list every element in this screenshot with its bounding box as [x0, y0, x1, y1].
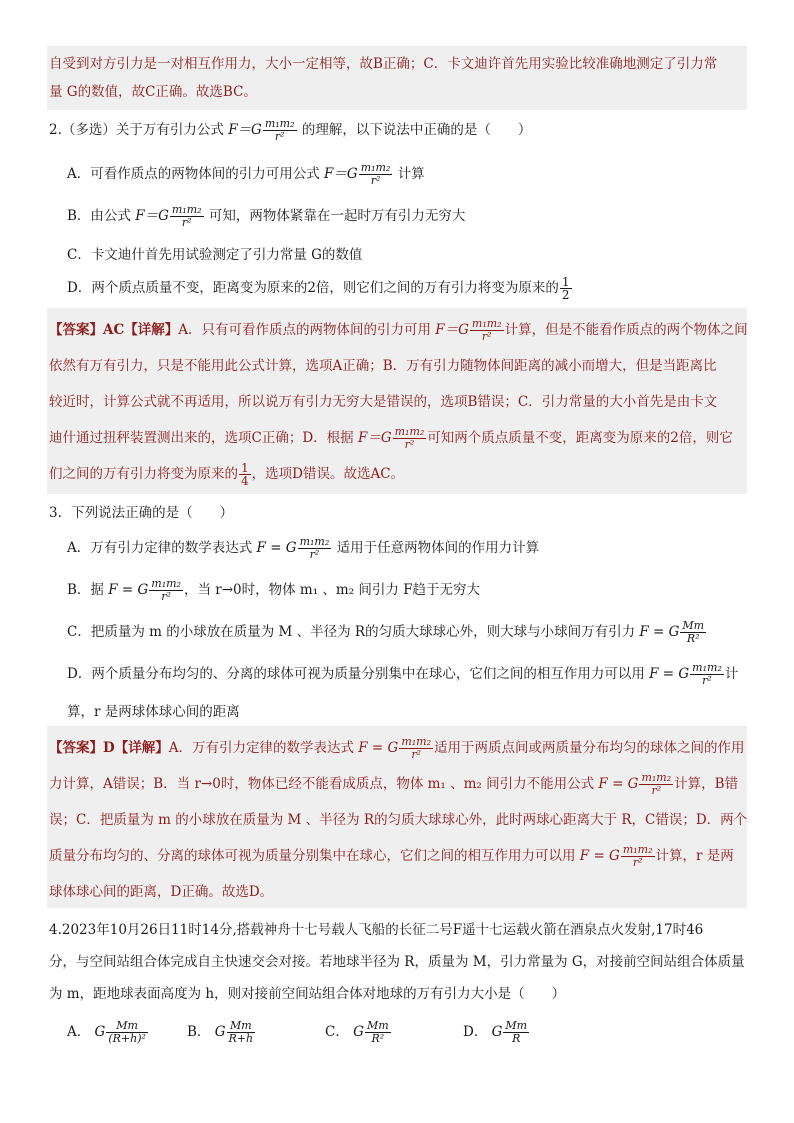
q2-option-d	[67, 276, 573, 301]
formula-lhs: F = G	[358, 740, 399, 756]
numerator: 1	[241, 461, 249, 475]
question-4-line: 4.2023年10月26日11时14分,搭载神舟十七号载人飞船的长征二号F遥十七运载火箭在酒泉点火发射,17时46	[49, 922, 704, 938]
denominator: r²	[181, 216, 192, 229]
answer-line	[49, 838, 745, 874]
numerator: m₁m₂	[171, 203, 202, 216]
numerator: m₁m₂	[641, 771, 672, 784]
formula-fraction	[621, 844, 655, 869]
q3-option-d	[67, 662, 738, 687]
q4-option-a	[67, 1020, 149, 1045]
numerator: m₁m₂	[401, 735, 431, 748]
option-text: B．据	[67, 582, 104, 598]
formula-lhs: F = G	[108, 582, 149, 598]
q2-option-a	[67, 162, 425, 187]
q3-option-b	[67, 578, 480, 603]
formula-lhs: F＝G	[357, 430, 392, 446]
numerator: Mm	[682, 619, 705, 632]
answer-text: 力计算，A错误；B．当 r→0时，物体已经不能看成质点，物体 m₁ 、m₂ 间引力不能用公式	[49, 776, 595, 792]
option-text: 可知，两物体紧靠在一起时万有引力无穷大	[208, 208, 466, 224]
answer-line	[49, 312, 748, 348]
formula-fraction	[359, 162, 393, 187]
q4-option-d	[463, 1020, 530, 1045]
denominator: r²	[481, 330, 492, 343]
formula-lhs: F = G	[579, 848, 620, 864]
option-label: B．	[187, 1024, 211, 1040]
option-text: A．万有引力定律的数学表达式	[67, 540, 253, 556]
denominator: r²	[411, 748, 421, 761]
answer-text: 计算，r 是两	[655, 848, 734, 864]
denominator: r²	[161, 590, 171, 603]
option-text: ，当 r→0时，物体 m₁ 、m₂ 间引力 F趋于无穷大	[183, 582, 481, 598]
formula-fraction	[399, 736, 433, 761]
q3-option-c	[67, 620, 707, 645]
formula-lhs: F = G	[639, 624, 680, 640]
question-4-line: 为 m，距地球表面高度为 h，则对接前空间站组合体对地球的万有引力大小是（ ）	[49, 986, 566, 1002]
denominator: 2	[561, 288, 570, 302]
stem-text: 2.（多选）关于万有引力公式	[49, 122, 224, 138]
answer-text: 计算，B错	[674, 776, 739, 792]
denominator: r²	[370, 174, 381, 187]
numerator: m₁m₂	[692, 661, 722, 674]
option-text: D．两个质点质量不变，距离变为原来的2倍，则它们之间的万有引力将变为原来的	[67, 280, 559, 296]
option-text: 计	[724, 666, 739, 682]
answer-text: ，选项D错误。故选AC。	[251, 466, 405, 482]
option-label: D．	[463, 1024, 488, 1040]
answer-line	[49, 730, 745, 766]
numerator: m₁m₂	[299, 535, 330, 548]
formula-fraction	[690, 662, 724, 687]
option-text: C．卡文迪什首先用试验测定了引力常量 G的数值	[67, 247, 363, 263]
answer-tag: 【答案】D【详解】	[49, 740, 169, 756]
formula-g: G	[353, 1024, 364, 1040]
option-label: C．	[325, 1024, 349, 1040]
denominator: r²	[309, 548, 320, 561]
formula-lhs: F = G	[649, 666, 690, 682]
answer-line: 依然有万有引力，只是不能用此公式计算，选项A正确；B．万有引力随物体间距离的减小而增大，但是当距离比	[49, 358, 717, 374]
q4-option-c	[325, 1020, 392, 1045]
answer-text: A．只有可看作质点的两物体间的引力可用	[178, 322, 431, 338]
numerator: m₁m₂	[471, 317, 502, 330]
answer-block-q1	[47, 46, 747, 110]
denominator: 4	[241, 474, 249, 488]
denominator: (R+h)²	[108, 1032, 146, 1045]
answer-line	[49, 456, 745, 492]
formula-lhs: F＝G	[135, 208, 169, 224]
numerator: m₁m₂	[360, 161, 391, 174]
numerator: m₁m₂	[394, 425, 425, 438]
answer-line: 自受到对方引力是一对相互作用力，大小一定相等，故B正确；C．卡文迪许首先用实验比较准确地测定了引力常	[49, 56, 718, 72]
denominator: r²	[404, 438, 415, 451]
answer-text: 迪什通过扭秤装置测出来的，选项C正确；D．根据	[49, 430, 354, 446]
answer-line: 较近时，计算公式就不再适用，所以说万有引力无穷大是错误的，选项B错误；C．引力常量的大小首先是由卡文	[49, 394, 718, 410]
denominator: R²	[686, 632, 700, 645]
answer-text: 质量分布均匀的、分离的球体可视为质量分别集中在球心，它们之间的相互作用力可以用	[49, 848, 576, 864]
option-text: 计算	[397, 166, 425, 182]
formula-fraction	[298, 536, 332, 561]
numerator: Mm	[505, 1019, 528, 1032]
option-text: 适用于任意两物体间的作用力计算	[336, 540, 540, 556]
q2-option-b	[67, 204, 465, 229]
numerator: m₁m₂	[264, 117, 295, 130]
formula-fraction	[639, 772, 673, 797]
formula-fraction	[365, 1020, 391, 1045]
formula-fraction	[149, 578, 183, 603]
answer-text: A．万有引力定律的数学表达式	[168, 740, 354, 756]
answer-block-q3	[47, 726, 747, 908]
denominator: r²	[632, 856, 643, 869]
numerator: Mm	[366, 1019, 389, 1032]
answer-text: 计算，但是不能看作质点的两个物体之间	[504, 322, 748, 338]
denominator: R	[512, 1032, 521, 1045]
numerator: m₁m₂	[622, 843, 653, 856]
q4-option-b	[187, 1020, 256, 1045]
question-3-stem: 3．下列说法正确的是（ ）	[49, 505, 234, 521]
fraction-quarter	[239, 462, 251, 487]
question-2-stem	[49, 118, 531, 143]
formula-lhs: F = G	[256, 540, 297, 556]
answer-text: 适用于两质点间或两质量分布均匀的球体之间的作用	[434, 740, 745, 756]
formula-g: G	[214, 1024, 226, 1040]
fraction-half	[560, 276, 572, 301]
stem-text: 的理解，以下说法中正确的是（ ）	[301, 122, 532, 138]
option-text: B．由公式	[67, 208, 131, 224]
question-4-line: 分，与空间站组合体完成自主快速交会对接。若地球半径为 R，质量为 M，引力常量为 G，对接前空间站组合体质量	[49, 954, 745, 970]
formula-fraction	[170, 204, 204, 229]
q3-option-a	[67, 536, 539, 561]
option-text: A．可看作质点的两物体间的引力可用公式	[67, 166, 320, 182]
numerator: m₁m₂	[151, 577, 181, 590]
option-text: D．两个质量分布均匀的、分离的球体可视为质量分别集中在球心，它们之间的相互作用力可以用	[67, 666, 645, 682]
formula-fraction	[680, 620, 706, 645]
formula-fraction	[227, 1020, 256, 1045]
denominator: r²	[274, 130, 285, 143]
answer-text: 可知两个质点质量不变，距离变为原来的2倍，则它	[427, 430, 733, 446]
answer-text: 们之间的万有引力将变为原来的	[49, 466, 238, 482]
formula-fraction	[470, 318, 504, 343]
denominator: r²	[651, 784, 662, 797]
formula-lhs: F＝G	[324, 166, 358, 182]
numerator: Mm	[227, 1020, 256, 1033]
answer-line: 量 G的数值，故C正确。故选BC。	[49, 84, 257, 100]
answer-line: 球体球心间的距离，D正确。故选D。	[49, 884, 274, 900]
q3-option-d-cont: 算，r 是两球体球心间的距离	[67, 704, 240, 720]
formula-fraction	[393, 426, 427, 451]
formula-g: G	[491, 1024, 503, 1040]
numerator: Mm	[106, 1020, 148, 1033]
answer-line: 误；C．把质量为 m 的小球放在质量为 M 、半径为 R的匀质大球球心外，此时两球心距离大于 R，C错误；D．两个	[49, 812, 748, 828]
denominator: r²	[702, 674, 712, 687]
answer-line	[49, 766, 745, 802]
formula-lhs: F = G	[598, 776, 639, 792]
formula-fraction	[503, 1020, 529, 1045]
answer-block-q2	[47, 308, 747, 494]
answer-tag: 【答案】AC【详解】	[49, 322, 179, 338]
formula-lhs: F＝G	[228, 122, 262, 138]
option-text: C．把质量为 m 的小球放在质量为 M 、半径为 R的匀质大球球心外，则大球与小球间万有引力	[67, 624, 636, 640]
answer-line	[49, 420, 745, 456]
option-label: A．	[67, 1024, 91, 1040]
denominator: R²	[371, 1032, 385, 1045]
formula-g: G	[94, 1024, 106, 1040]
denominator: R+h	[228, 1032, 254, 1045]
numerator: 1	[561, 275, 570, 289]
formula-lhs: F＝G	[435, 322, 469, 338]
q2-option-c	[67, 243, 362, 263]
formula-fraction	[263, 118, 297, 143]
formula-fraction	[106, 1020, 148, 1045]
